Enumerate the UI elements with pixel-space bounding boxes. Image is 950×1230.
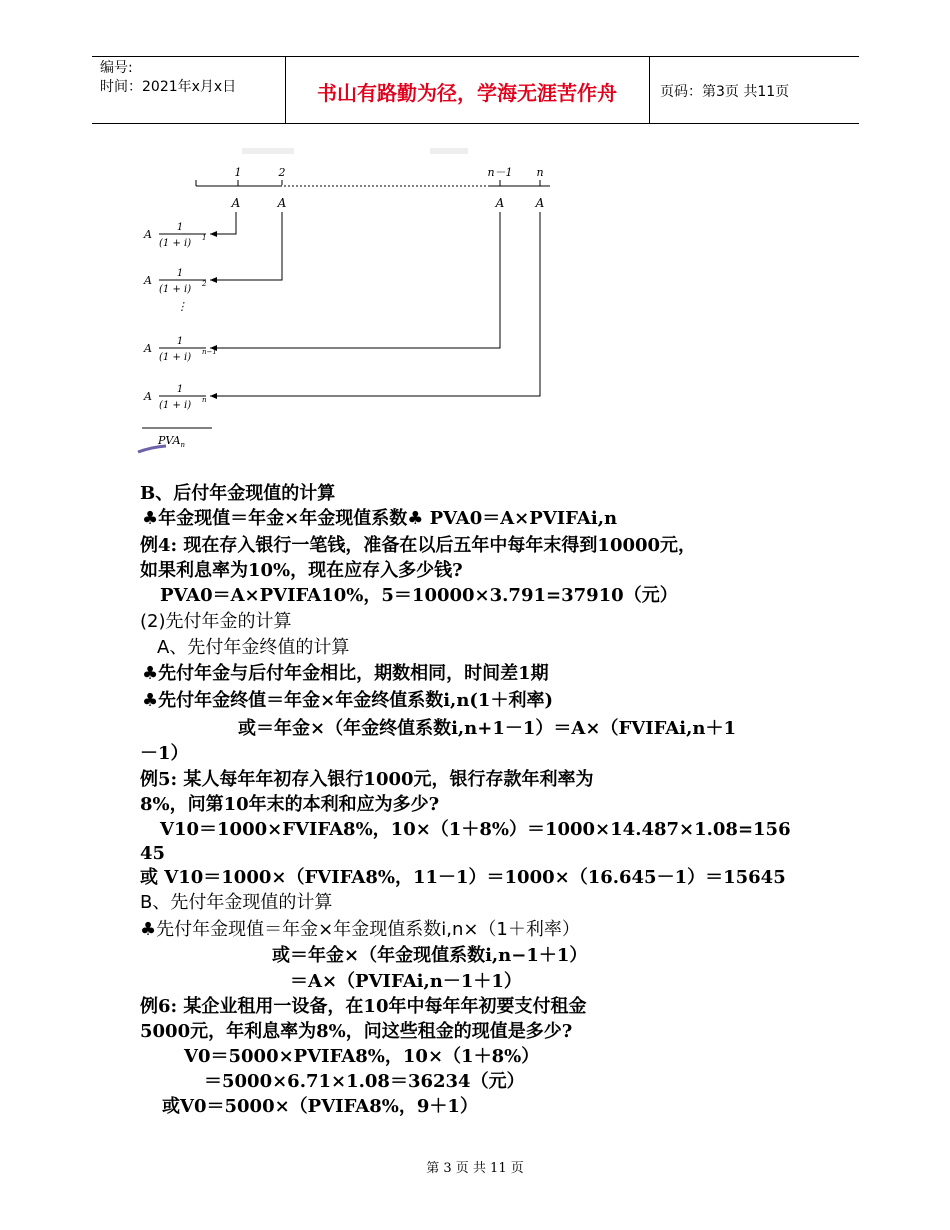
svg-text:1: 1 — [202, 234, 207, 242]
tick-label: n－1 — [487, 166, 513, 179]
discount-term — [143, 268, 207, 295]
discount-term — [143, 384, 207, 411]
svg-text:n−1: n−1 — [202, 348, 217, 356]
formula-line: 或＝年金×（年金终值系数i,n+1－1）＝A×（FVIFAi,n＋1 — [238, 718, 737, 739]
time-label: 时间：2021年x月x日 — [100, 79, 237, 95]
discount-term — [143, 336, 217, 363]
formula-line: ＝A×（PVIFAi,n－1＋1） — [290, 971, 522, 992]
example-text: 5000元，年利息率为8%，问这些租金的现值是多少? — [140, 1021, 573, 1042]
formula-line: PVA0＝A×PVIFA10%，5＝10000×3.791=37910（元） — [160, 585, 678, 606]
svg-text:(1 + i): (1 + i) — [159, 238, 192, 249]
svg-text:2: 2 — [202, 280, 207, 288]
page-header — [92, 56, 859, 124]
section-heading: B、先付年金现值的计算 — [140, 892, 333, 913]
svg-text:A: A — [144, 342, 152, 355]
header-meta — [100, 59, 236, 97]
tick-label: 2 — [278, 166, 286, 179]
discount-arrow — [210, 212, 540, 396]
bullet-text: ♣先付年金与后付年金相比，期数相同，时间差1期 — [142, 663, 549, 684]
svg-text:1: 1 — [176, 268, 184, 279]
svg-text:1: 1 — [176, 222, 184, 233]
page-footer: 第 3 页 共 11 页 — [426, 1161, 524, 1176]
tick-label: 1 — [234, 166, 242, 179]
formula-line: －1） — [140, 743, 189, 764]
formula-line: ＝5000×6.71×1.08＝36234（元） — [204, 1071, 525, 1092]
formula-line: V10＝1000×FVIFA8%，10×（1＋8%）＝1000×14.487×1.08=156 — [160, 819, 791, 840]
serial-label: 编号: — [100, 60, 133, 76]
formula-line: ♣年金现值＝年金×年金现值系数♣ PVA0＝A×PVIFAi,n — [142, 508, 618, 529]
tick-label: n — [536, 166, 544, 179]
payment-label: A — [231, 196, 241, 210]
formula-line: 或＝年金×（年金现值系数i,n−1＋1） — [272, 945, 588, 966]
payment-label: A — [277, 196, 287, 210]
discount-term — [143, 222, 206, 249]
svg-text:1: 1 — [176, 384, 184, 395]
svg-text:n: n — [202, 396, 207, 404]
formula-line: 或 V10＝1000×（FVIFA8%，11－1）＝1000×（16.645－1）＝15645 — [140, 867, 786, 888]
vertical-ellipsis: ⋮ — [176, 300, 188, 313]
svg-text:A: A — [144, 228, 152, 241]
header-divider — [649, 57, 650, 123]
svg-text:1: 1 — [176, 336, 184, 347]
svg-text:(1 + i): (1 + i) — [159, 284, 192, 295]
example-text: 例6: 某企业租用一设备，在10年中每年年初要支付租金 — [140, 996, 587, 1017]
section-heading: (2)先付年金的计算 — [140, 611, 292, 632]
discount-arrow — [210, 212, 236, 234]
svg-text:A: A — [144, 274, 152, 287]
total-label: $PVA_n$ — [158, 434, 186, 449]
svg-text:(1 + i): (1 + i) — [159, 400, 192, 411]
example-text: 8%，问第10年末的本利和应为多少? — [140, 794, 440, 815]
formula-line: ♣先付年金终值＝年金×年金终值系数i,n(1＋利率) — [142, 690, 553, 711]
formula-line: V0＝5000×PVIFA8%，10×（1＋8%） — [184, 1046, 540, 1067]
formula-line: 或V0＝5000×（PVIFA8%，9＋1） — [162, 1096, 478, 1117]
header-motto: 书山有路勤为径，学海无涯苦作舟 — [317, 81, 617, 105]
formula-line: 45 — [140, 843, 166, 864]
discount-arrow — [210, 212, 282, 280]
example-text: 例4: 现在存入银行一笔钱，准备在以后五年中每年末得到10000元， — [140, 535, 697, 556]
example-text: 如果利息率为10%，现在应存入多少钱? — [140, 560, 463, 581]
header-page-number: 页码：第3页 共11页 — [660, 84, 790, 100]
svg-text:A: A — [144, 390, 152, 403]
bullet-text: ♣先付年金现值＝年金×年金现值系数i,n×（1＋利率） — [140, 919, 580, 940]
section-heading: A、先付年金终值的计算 — [157, 637, 350, 658]
section-heading: B、后付年金现值的计算 — [140, 483, 336, 504]
svg-text:(1 + i): (1 + i) — [159, 352, 192, 363]
annuity-present-value-diagram — [130, 138, 560, 460]
payment-label: A — [535, 196, 545, 210]
example-text: 例5: 某人每年年初存入银行1000元，银行存款年利率为 — [140, 769, 594, 790]
payment-label: A — [495, 196, 505, 210]
